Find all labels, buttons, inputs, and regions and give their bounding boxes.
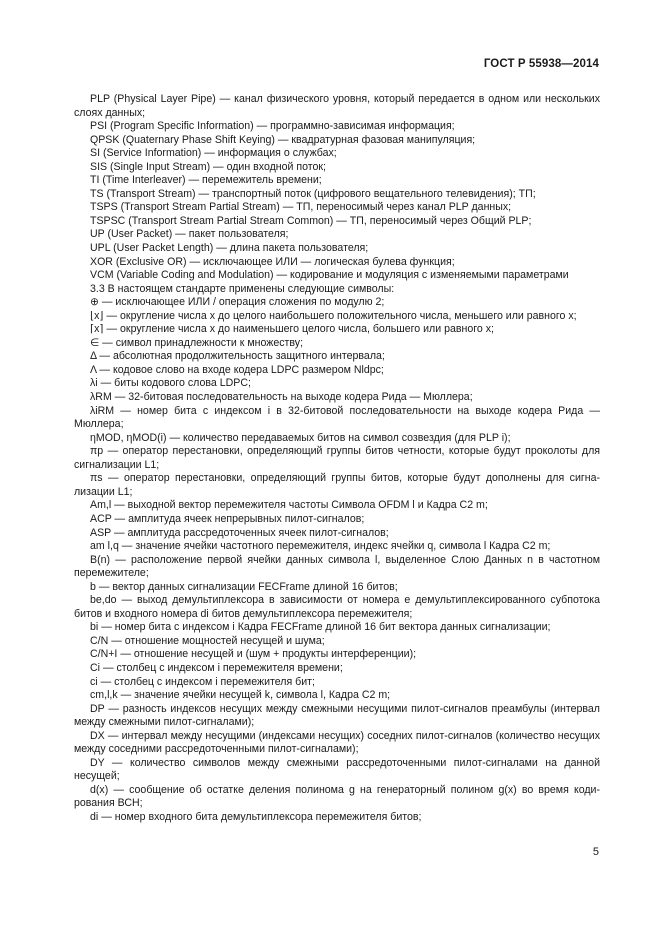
symbol-line: di — номер входного бита демультиплексора перемежителя битов; (90, 810, 422, 823)
symbol-line: πp — оператор перестановки, определяющий группы битов четности, которые будут проколоты для сигнализации L1; (74, 445, 600, 471)
symbol-line: ∈ — символ принадлежности к множеству; (90, 336, 304, 349)
symbol-line: ⊕ — исключающее ИЛИ / операция сложения по модулю 2; (90, 296, 385, 309)
symbol-line: Ci — столбец с индексом i перемежителя времени; (90, 661, 343, 674)
definition-line: VCM (Variable Coding and Modulation) — кодирование и модуляция с изменяемыми параметрами (90, 269, 569, 282)
definition-line: QPSK (Quaternary Phase Shift Keying) — квадратурная фазовая манипуляция; (90, 133, 476, 146)
symbol-line: λi — биты кодового слова LDPC; (90, 377, 251, 390)
symbol-line: ACP — амплитуда ячеек непрерывных пилот-сигналов; (90, 512, 365, 525)
definition-line: TSPS (Transport Stream Partial Stream) — ТП, переносимый через канал PLP данных; (90, 201, 512, 214)
definition-line: PLP (Physical Layer Pipe) — канал физического уровня, который передается в одном или нескольких слоях данных; (74, 93, 600, 119)
symbol-line: am l,q — значение ячейки частотного перемежителя, индекс ячейки q, символа l Кадра С2 m; (90, 540, 551, 553)
symbol-line: Am,l — выходной вектор перемежителя частоты Символа OFDM l и Кадра С2 m; (90, 499, 488, 512)
definition-line: TS (Transport Stream) — транспортный поток (цифрового вещательного телевидения); ТП; (90, 187, 536, 200)
symbol-line: bi — номер бита с индексом i Кадра FECFrame длиной 16 бит вектора данных сигнализации; (90, 621, 551, 634)
symbol-line: λiRM — номер бита с индексом i в 32-битовой последовательности на выходе кодера Рида — Мюллера; (74, 404, 600, 431)
section-heading: 3.3 В настоящем стандарте применены следующие символы: (90, 282, 395, 295)
symbol-line: ci — столбец с индексом i перемежителя бит; (90, 675, 315, 688)
document-body (74, 93, 600, 825)
definition-line: SI (Service Information) — информация о службах; (90, 147, 337, 160)
definition-line: UP (User Packet) — пакет пользователя; (90, 228, 289, 241)
symbol-line: DY — количество символов между смежными рассредоточенными пилот-сигналами на данной несущей; (74, 756, 600, 783)
symbol-line: Λ — кодовое слово на входе кодера LDPC размером Nldpc; (90, 363, 384, 376)
symbol-line: DP — разность индексов несущих между смежными несущими пилот-сигналов преамбулы (интервал между смежными пилот-сигналами); (74, 702, 600, 729)
symbol-line: b — вектор данных сигнализации FECFrame длиной 16 битов; (90, 580, 398, 593)
symbol-line: ⌊x⌋ — округление числа x до целого наибольшего положительного числа, меньшего или равного x; (90, 309, 577, 322)
symbol-line: ASP — амплитуда рассредоточенных ячеек пилот-сигналов; (90, 526, 389, 539)
definition-line: SIS (Single Input Stream) — один входной поток; (90, 160, 326, 173)
definition-line: XOR (Exclusive OR) — исключающее ИЛИ — логическая булева функция; (90, 255, 455, 268)
definition-line: PSI (Program Specific Information) — программно-зависимая информация; (90, 120, 455, 133)
symbol-line: d(x) — сообщение об остатке деления полинома g на генераторный полином g(x) во время кодирования ВСН; (74, 783, 600, 810)
symbol-line: πs — оператор перестановки, определяющий группы битов, которые будут дополнены для сигнализации L1; (74, 472, 600, 498)
symbol-line: λRM — 32-битовая последовательность на выходе кодера Рида — Мюллера; (90, 391, 473, 404)
symbol-line: ηMOD, ηMOD(i) — количество передаваемых битов на символ созвездия (для PLP i); (90, 431, 511, 444)
page-number: 5 (592, 846, 599, 858)
symbol-line: cm,l,k — значение ячейки несущей k, символа l, Кадра С2 m; (90, 689, 391, 702)
symbol-line: DX — интервал между несущими (индексами несущих) соседних пилот-сигналов (количество несущих между соседними рассредоточенными пилот-сигналами); (74, 729, 600, 756)
document-standard-header: ГОСТ Р 55938—2014 (483, 58, 599, 70)
definition-line: TSPSC (Transport Stream Partial Stream Common) — ТП, переносимый через Общий PLP; (90, 214, 532, 227)
symbol-line: Δ — абсолютная продолжительность защитного интервала; (90, 350, 385, 363)
definition-line: UPL (User Packet Length) — длина пакета пользователя; (90, 242, 369, 255)
symbol-line: ⌈x⌉ — округление числа x до наименьшего целого числа, большего или равного x; (90, 323, 494, 336)
definition-line: TI (Time Interleaver) — перемежитель времени; (90, 174, 322, 187)
symbol-line: C/N+I — отношение несущей и (шум + продукты интерференции); (90, 648, 417, 661)
symbol-line: B(n) — расположение первой ячейки данных символа l, выделенное Слою Данных n в частотном перемежителе; (74, 553, 600, 580)
symbol-line: C/N — отношение мощностей несущей и шума; (90, 634, 325, 647)
symbol-line: be,do — выход демультиплексора в зависимости от номера e демультиплексированного субпотока битов и входного номера di битов демультиплексора перемежителя; (74, 594, 600, 620)
